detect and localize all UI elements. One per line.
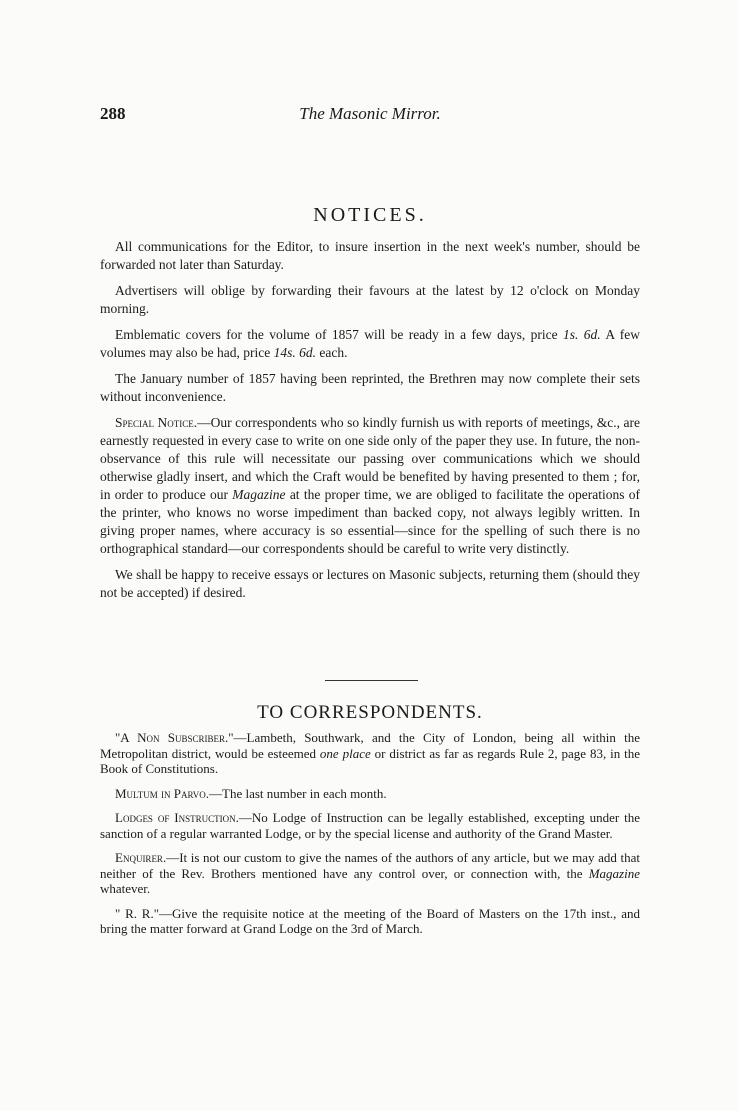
correspondent-name: "A Non Subscriber." [115, 730, 234, 745]
correspondents-heading: TO CORRESPONDENTS. [257, 702, 483, 723]
correspondent-reply: Lodges of Instruction.—No Lodge of Instruction can be legally established, excepting under the sanction of a regular warranted Lodge, or by the special license and authority of the Grand Master. [100, 810, 641, 841]
correspondent-name: Lodges of Instruction. [115, 810, 239, 825]
running-title: The Masonic Mirror. [299, 104, 441, 123]
magazine-title: Magazine [232, 487, 286, 502]
notices-heading: NOTICES. [313, 204, 427, 226]
correspondent-reply: "A Non Subscriber."—Lambeth, Southwark, and the City of London, being all within the Metropolitan district, would be esteemed one place or district as far as regards Rule 2, page 83, in the Book of Constitutions. [100, 730, 641, 776]
correspondents-section [100, 730, 640, 946]
notice-paragraph: We shall be happy to receive essays or lectures on Masonic subjects, returning them (should they not be accepted) if desired. [100, 567, 640, 600]
notices-section [100, 238, 640, 610]
notice-paragraph: All communications for the Editor, to insure insertion in the next week's number, should be forwarded not later than Saturday. [100, 239, 640, 272]
correspondent-reply: Multum in Parvo.—The last number in each month. [115, 785, 387, 801]
notice-paragraph: Advertisers will oblige by forwarding their favours at the latest by 12 o'clock on Monday morning. [100, 283, 640, 316]
correspondent-name: Enquirer. [115, 850, 167, 865]
special-notice-label: Special Notice. [115, 415, 198, 430]
notice-paragraph: The January number of 1857 having been reprinted, the Brethren may now complete their sets without inconvenience. [100, 371, 640, 404]
correspondent-reply: " R. R."—Give the requisite notice at the meeting of the Board of Masters on the 17th inst., and bring the matter forward at Grand Lodge on the 3rd of March. [100, 905, 640, 936]
section-divider [325, 680, 418, 681]
correspondent-reply: Enquirer.—It is not our custom to give the names of the authors of any article, but we may add that neither of the Rev. Brothers mentioned have any control over, or connection with, the Magazine whatever. [100, 850, 640, 896]
page-number: 288 [100, 104, 126, 123]
correspondent-name: Multum in Parvo. [115, 785, 209, 801]
page-header [100, 104, 640, 128]
price-text: 14s. 6d. [273, 345, 316, 360]
correspondent-name: " R. R." [115, 905, 160, 921]
special-notice-paragraph: Special Notice.—Our correspondents who so kindly furnish us with reports of meetings, &c., are earnestly requested in every case to write on one side only of the paper they use. In future, the non-observance of this rule will necessitate our passing over communications which we should otherwise gladly insert, and which the Craft would be benefited by having presented to them ; for, in order to produce our Magazine at the proper time, we are obliged to facilitate the operations of the printer, who knows no worse impediment than backed copy, not always legibly written. In giving proper names, where accuracy is so essential—since for the spelling of such there is no orthographical standard—our correspondents should be careful to write very distinctly. [100, 415, 640, 556]
price-text: 1s. 6d. [563, 327, 601, 342]
notice-paragraph: Emblematic covers for the volume of 1857 will be ready in a few days, price 1s. 6d. A few volumes may also be had, price 14s. 6d. each. [100, 327, 640, 360]
